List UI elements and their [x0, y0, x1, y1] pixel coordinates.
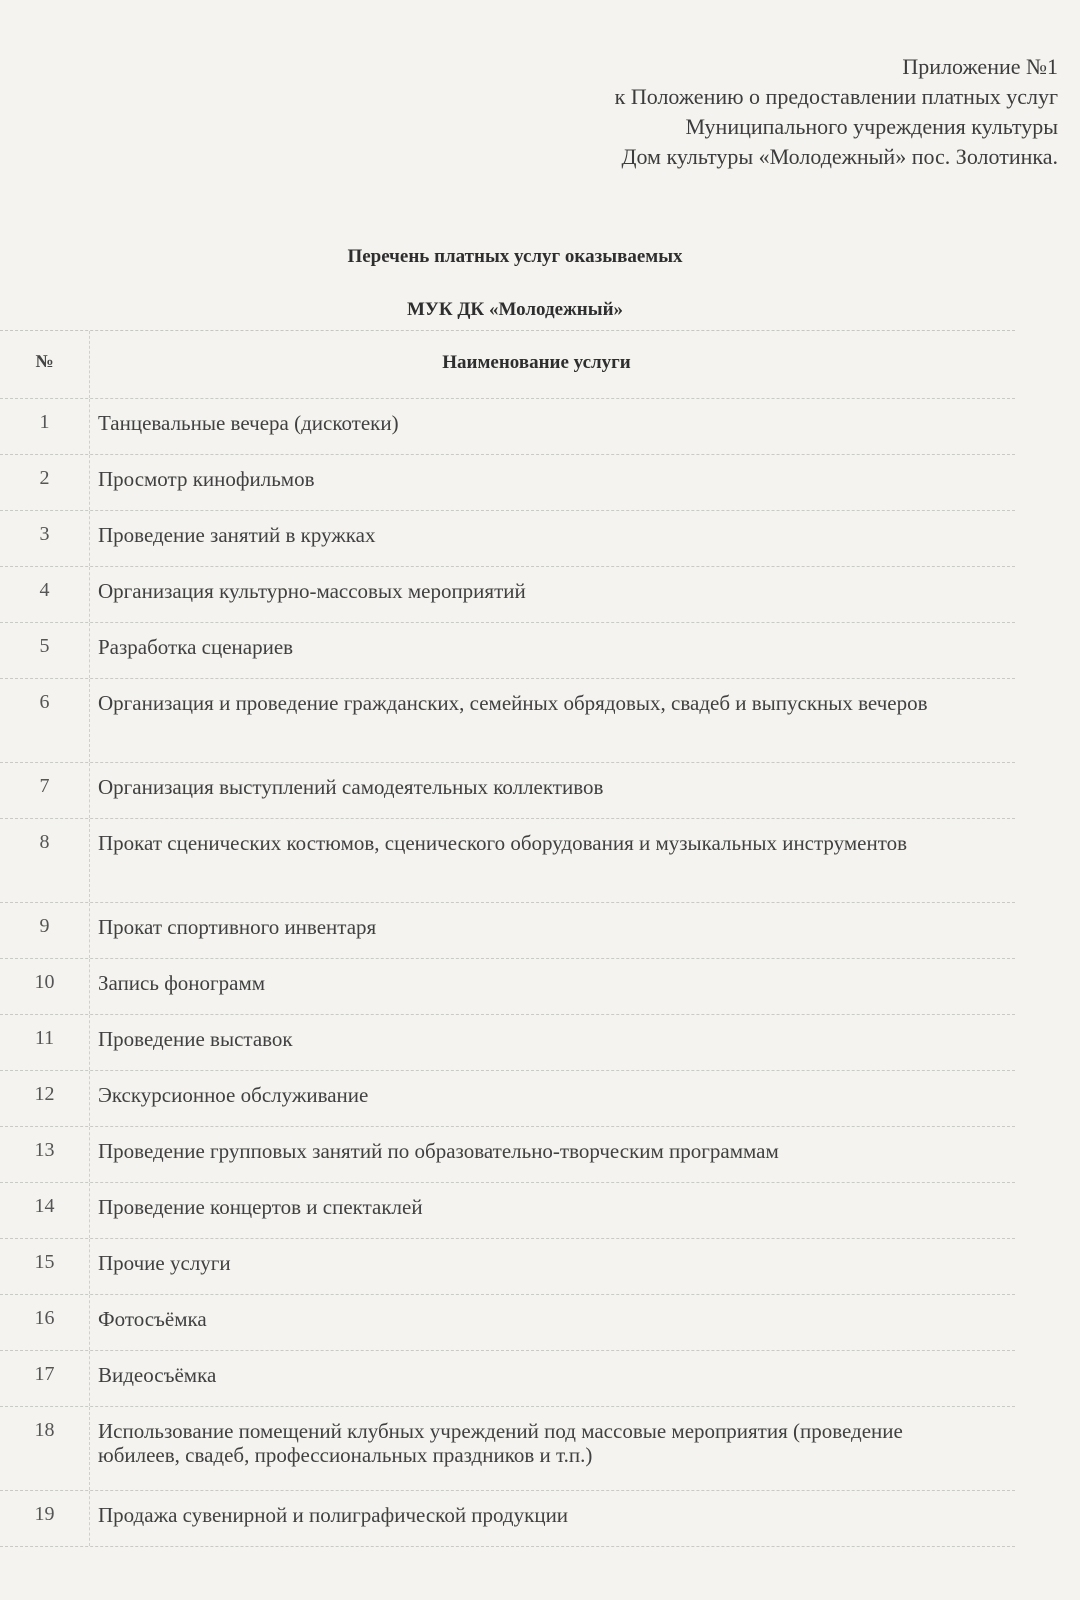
table-row: [0, 1295, 1015, 1351]
header-number: №: [0, 331, 90, 398]
table-header-row: [0, 331, 1015, 399]
row-number: 12: [0, 1071, 90, 1126]
row-number: 14: [0, 1183, 90, 1238]
table-row: [0, 1015, 1015, 1071]
row-number: 6: [0, 679, 90, 762]
appendix-header: [615, 52, 1058, 172]
table-row: [0, 1407, 1015, 1491]
table-row: [0, 623, 1015, 679]
table-row: [0, 511, 1015, 567]
service-name: Танцевальные вечера (дискотеки): [98, 411, 399, 435]
table-row: [0, 959, 1015, 1015]
row-number: 7: [0, 763, 90, 818]
service-name: Фотосъёмка: [98, 1307, 207, 1331]
service-name: Проведение занятий в кружках: [98, 523, 376, 547]
row-number: 13: [0, 1127, 90, 1182]
document-subtitle: МУК ДК «Молодежный»: [406, 299, 624, 320]
document-title: Перечень платных услуг оказываемых: [347, 246, 683, 267]
row-number: 17: [0, 1351, 90, 1406]
table-row: [0, 567, 1015, 623]
service-name: Продажа сувенирной и полиграфической продукции: [98, 1503, 569, 1527]
appendix-line-4: Дом культуры «Молодежный» пос. Золотинка.: [621, 144, 1058, 169]
table-row: [0, 819, 1015, 903]
row-number: 19: [0, 1491, 90, 1546]
row-number: 16: [0, 1295, 90, 1350]
row-number: 5: [0, 623, 90, 678]
service-name: Организация культурно-массовых мероприятий: [98, 579, 526, 603]
row-number: 2: [0, 455, 90, 510]
service-name: Разработка сценариев: [98, 635, 294, 659]
table-row: [0, 1071, 1015, 1127]
table-row: [0, 679, 1015, 763]
service-name: Экскурсионное обслуживание: [98, 1083, 369, 1107]
appendix-line-3: Муниципального учреждения культуры: [685, 114, 1058, 139]
row-number: 15: [0, 1239, 90, 1294]
table-row: [0, 1491, 1015, 1547]
service-name: Видеосъёмка: [98, 1363, 217, 1387]
table-row: [0, 399, 1015, 455]
row-number: 10: [0, 959, 90, 1014]
service-name: Запись фонограмм: [98, 971, 266, 995]
table-row: [0, 1183, 1015, 1239]
table-row: [0, 763, 1015, 819]
row-number: 9: [0, 903, 90, 958]
table-row: [0, 1351, 1015, 1407]
row-number: 1: [0, 399, 90, 454]
service-name: Проведение концертов и спектаклей: [98, 1195, 423, 1219]
header-service-name: Наименование услуги: [442, 352, 631, 373]
service-name: Прочие услуги: [98, 1251, 231, 1275]
service-name: Использование помещений клубных учреждений под массовые мероприятия (проведение юбилеев, свадеб, профессиональных праздников и т.п.): [98, 1419, 903, 1467]
service-name: Прокат сценических костюмов, сценического оборудования и музыкальных инструментов: [98, 831, 908, 855]
appendix-line-2: к Положению о предоставлении платных услуг: [614, 84, 1058, 109]
service-name: Проведение выставок: [98, 1027, 293, 1051]
table-row: [0, 1239, 1015, 1295]
service-name: Прокат спортивного инвентаря: [98, 915, 377, 939]
service-name: Проведение групповых занятий по образовательно-творческим программам: [98, 1139, 779, 1163]
table-row: [0, 903, 1015, 959]
row-number: 3: [0, 511, 90, 566]
appendix-line-1: Приложение №1: [902, 54, 1058, 79]
table-row: [0, 455, 1015, 511]
service-name: Организация выступлений самодеятельных коллективов: [98, 775, 604, 799]
table-row: [0, 1127, 1015, 1183]
services-table: [0, 330, 1015, 1547]
service-name: Просмотр кинофильмов: [98, 467, 315, 491]
service-name: Организация и проведение гражданских, семейных обрядовых, свадеб и выпускных вечеров: [98, 691, 928, 715]
row-number: 11: [0, 1015, 90, 1070]
row-number: 8: [0, 819, 90, 902]
row-number: 18: [0, 1407, 90, 1490]
row-number: 4: [0, 567, 90, 622]
